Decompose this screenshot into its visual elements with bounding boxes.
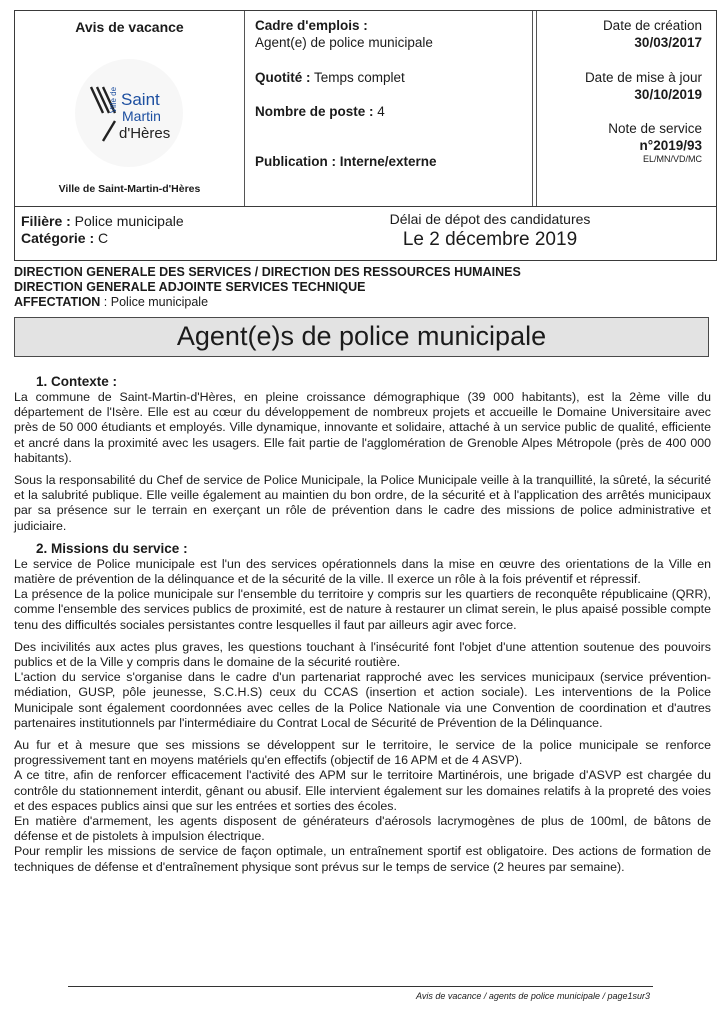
column-divider <box>536 11 537 206</box>
note-refs: EL/MN/VD/MC <box>642 154 702 164</box>
nombre-label: Nombre de poste : <box>255 104 374 119</box>
header-table <box>14 10 717 207</box>
section-2-paragraph: Le service de Police municipale est l'un des services opérationnels dans la mise en œuvre des orientations de la Ville en matière de prévention de la délinquance et de la sécurité de la ville. Il exerce un rôle à la fois préventif et répressif. <box>14 556 711 587</box>
delai-date: Le 2 décembre 2019 <box>402 229 578 250</box>
quotite-value: Temps complet <box>310 70 405 85</box>
direction-line-1: DIRECTION GENERALE DES SERVICES / DIRECTION DES RESSOURCES HUMAINES <box>14 265 521 279</box>
document-body <box>14 374 711 882</box>
section-1-paragraph: La commune de Saint-Martin-d'Hères, en pleine croissance démographique (39 000 habitants), est la 2ème ville du département de l'Isère. Elle est au cœur du développement de nombreux projets et accueille le Domaine Universitaire avec près de 50 000 étudiants et employés. Ville dynamique, innovante et solidaire, attaché à un service public de qualité, efficiente et ancré dans la proximité avec les usagers. Elle fait partie de l'agglomération de Grenoble Alpes Métropole (près de 400 000 habitants). <box>14 390 711 465</box>
affectation-value: : Police municipale <box>100 295 209 309</box>
column-divider <box>244 11 245 206</box>
cadre-label: Cadre d'emplois : <box>255 18 368 33</box>
logo-vertical-text: Ville de <box>109 86 118 114</box>
cadre-value: Agent(e) de police municipale <box>255 35 433 50</box>
creation-value: 30/03/2017 <box>634 35 702 50</box>
filiere-categorie <box>21 213 184 247</box>
nombre-poste <box>255 103 385 120</box>
note-label: Note de service <box>608 121 702 136</box>
section-2-paragraph: En matière d'armement, les agents disposent de générateurs d'aérosols lacrymogènes de plus de 100ml, de bâtons de défense et de pistolets à impulsion électrique. <box>14 814 711 844</box>
publication: Publication : Interne/externe <box>255 154 437 169</box>
filiere-label: Filière : <box>21 213 71 229</box>
column-divider <box>532 11 533 206</box>
date-creation <box>603 17 702 51</box>
note-value: n°2019/93 <box>639 138 702 153</box>
direction-block <box>14 265 521 310</box>
logo-martin: Martin <box>122 108 161 124</box>
quotite-label: Quotité : <box>255 70 311 85</box>
footer-divider <box>68 986 653 987</box>
city-name: Ville de Saint-Martin-d'Hères <box>58 183 201 195</box>
city-logo <box>89 83 171 145</box>
direction-line-2: DIRECTION GENERALE ADJOINTE SERVICES TECHNIQUE <box>14 280 366 294</box>
maj-label: Date de mise à jour <box>584 70 702 85</box>
categorie-label: Catégorie : <box>21 230 95 246</box>
categorie-value: C <box>94 230 109 246</box>
nombre-value: 4 <box>373 104 385 119</box>
section-2-paragraph: Des incivilités aux actes plus graves, les questions touchant à l'insécurité font l'objet d'une attention soutenue des pouvoirs publics et de la Ville y compris dans le domaine de la sécurité routière. <box>14 639 711 670</box>
section-1-paragraph: Sous la responsabilité du Chef de service de Police Municipale, la Police Municipale veille à la tranquillité, la sûreté, la sécurité et la salubrité publique. Elle veille également au maintien du bon ordre, de la sécurité et à l'application des arrêtés municipaux par sa présence sur le terrain en exerçant un rôle de prévention dans le cadre des missions de police administrative et judiciaire. <box>14 473 711 533</box>
logo-saint: Saint <box>121 90 160 109</box>
section-2-paragraph: La présence de la police municipale sur l'ensemble du territoire y compris sur les quartiers de reconquête républicaine (QRR), comme l'ensemble des services publics de proximité, est de nature à restaurer un climat serein, le plus apaisé possible compte tenu des difficultés sociales persistantes contre lesquelles il faut par ailleurs agir avec force. <box>14 587 711 632</box>
filiere-value: Police municipale <box>70 213 184 229</box>
cadre-emplois <box>255 17 433 51</box>
note-service <box>608 120 702 165</box>
creation-label: Date de création <box>602 18 702 33</box>
doc-type-title: Avis de vacance <box>75 19 184 35</box>
date-mise-a-jour <box>585 69 702 103</box>
logo-heres: d'Hères <box>119 125 171 142</box>
filiere-row <box>14 207 717 261</box>
section-2-title: 2. Missions du service : <box>36 540 188 556</box>
job-title-banner: Agent(e)s de police municipale <box>14 317 709 357</box>
section-2-paragraph: Au fur et à mesure que ses missions se développent sur le territoire, le service de la police municipale se renforce progressivement tant en moyens matériels qu'en effectifs (objectif de 16 APM et de 4 ASVP). <box>14 738 711 768</box>
section-1-title: 1. Contexte : <box>36 374 118 389</box>
quotite <box>255 69 405 86</box>
section-2-paragraph: L'action du service s'organise dans le cadre d'un partenariat rapproché avec les services municipaux (service prévention-médiation, GUSP, pôle jeunesse, S.C.H.S) ceux du CCAS (insertion et action sociale). Les interventions de la Police Municipale sont également coordonnées avec celles de la Police Nationale via une Convention de coordination et d'autres partenaires institutionnels par l'intermédiaire du Contrat Local de Sécurité de Prévention de la Délinquance. <box>14 670 711 730</box>
section-2-paragraph: A ce titre, afin de renforcer efficacement l'activité des APM sur le territoire Martinérois, une brigade d'ASVP est chargée du contrôle du stationnement interdit, gênant ou abusif. Elle intervient également sur les domaines relatifs à la propreté des voies et des espaces publics ainsi que sur les entrées et sorties des écoles. <box>14 768 711 813</box>
affectation-label: AFFECTATION <box>14 295 101 309</box>
section-2-paragraph: Pour remplir les missions de service de façon optimale, un entraînement sportif est obligatoire. Des actions de formation de techniques de défense et d'entraînement physique sont prévus sur le temps de service (2 heures par semaine). <box>14 844 711 874</box>
page-footer: Avis de vacance / agents de police municipale / page1sur3 <box>416 991 650 1001</box>
maj-value: 30/10/2019 <box>634 87 702 102</box>
delai-label: Délai de dépot des candidatures <box>389 211 591 227</box>
